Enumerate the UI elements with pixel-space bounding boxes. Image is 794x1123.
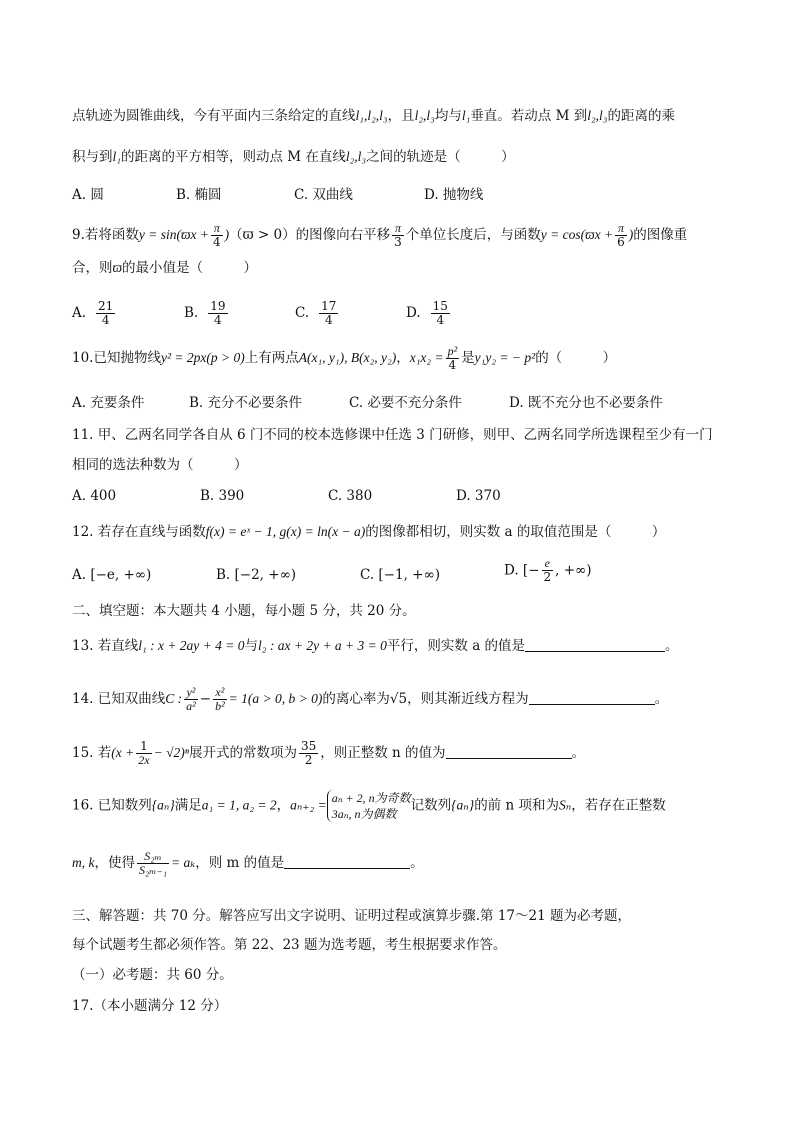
q11-option-a: A. 400 <box>72 488 117 504</box>
q14-answer-blank[interactable] <box>529 690 655 705</box>
q10-line1: 10.已知抛物线y² = 2px(p > 0)上有两点A(x₁, y₁), B(x₂, y₂)，x₁x₂ = $\frac{\text{p²}}{4}$ 是y₁y₂ = − p²的（ ） <box>72 344 617 372</box>
q15-answer-blank[interactable] <box>446 744 572 759</box>
q16-line1: 16. 已知数列{aₙ}满足a₁ = 1, a₂ = 2，aₙ₊₂ = aₙ + 2, n为奇数 3aₙ, n为偶数 记数列{aₙ}的前 n 项和为Sₙ，若存在正整数 <box>72 791 666 821</box>
q11-option-c: C. 380 <box>328 488 373 504</box>
q14-line: 14. 已知双曲线C : $\frac{\text{y²}}{\text{a²}}$ − $\frac{\text{x²}}{\text{b²}}$ = 1(a > 0, b > 0)的离心率为√5，则其渐近线方程为 。 <box>72 685 669 713</box>
part-1-heading: （一）必考题：共 60 分。 <box>72 967 233 983</box>
q9-frac-pi6: $\frac{\pi}{6}$ <box>617 221 625 249</box>
q11-option-b: B. 390 <box>200 488 245 504</box>
section-2-heading: 二、填空题：本大题共 4 小题，每小题 5 分，共 20 分。 <box>72 603 416 619</box>
q9-frac-pi3: $\frac{\pi}{3}$ <box>394 221 402 249</box>
q13-answer-blank[interactable] <box>525 637 665 652</box>
q16-piecewise: aₙ + 2, n为奇数 3aₙ, n为偶数 <box>327 790 411 822</box>
q8-line1: 点轨迹为圆锥曲线，今有平面内三条给定的直线l₁,l₂,l₃，且l₂,l₃均与l₁垂直。若动点 M 到l₂,l₃的距离的乘 <box>72 108 675 124</box>
q9-option-a: A. $\frac{21}{4}$ <box>72 299 114 327</box>
q12-line1: 12. 若存在直线与函数f(x) = eˣ − 1, g(x) = ln(x − a)的图像都相切，则实数 a 的取值范围是（ ） <box>72 524 666 540</box>
q15-line: 15. 若(x + $\frac{1}{2x}$ − √2)ⁿ展开式的常数项为 $\frac{35}{2}$ ，则正整数 n 的值为 。 <box>72 739 586 767</box>
q12-option-b: B. [−2, +∞) <box>216 567 297 583</box>
q8-option-d: D. 抛物线 <box>424 187 484 203</box>
q9-line2: 合，则ϖ的最小值是（ ） <box>72 260 258 276</box>
q12-option-c: C. [−1, +∞) <box>360 567 441 583</box>
q10-option-a: A. 充要条件 <box>72 395 145 411</box>
q8-option-a: A. 圆 <box>72 187 104 203</box>
q9-option-b: B. $\frac{19}{4}$ <box>184 299 226 327</box>
q10-frac: $\frac{\text{p²}}{4}$ <box>447 344 458 372</box>
q12-option-d: D. [− $\frac{e}{2}$ , +∞) <box>504 556 592 584</box>
q16-line2: m, k，使得 $\frac{\text{S₂ₘ}}{\text{S₂ₘ₋₁}}$ = aₖ，则 m 的值是 。 <box>72 849 424 877</box>
q12-options <box>72 557 732 591</box>
q8-option-c: C. 双曲线 <box>294 187 353 203</box>
q10-option-b: B. 充分不必要条件 <box>189 395 303 411</box>
q8-line2: 积与到l₁的距离的平方相等，则动点 M 在直线l₂,l₃之间的轨迹是（ ） <box>72 149 515 165</box>
q13-line: 13. 若直线l₁ : x + 2ay + 4 = 0与l₂ : ax + 2y + a + 3 = 0平行，则实数 a 的值是 。 <box>72 638 679 654</box>
q11-line2: 相同的选法种数为（ ） <box>72 457 248 473</box>
q11-line1: 11. 甲、乙两名同学各自从 6 门不同的校本选修课中任选 3 门研修，则甲、乙两名同学所选课程至少有一门 <box>72 427 713 443</box>
q16-answer-blank[interactable] <box>284 854 410 869</box>
q9-options <box>72 292 732 326</box>
section-3-heading-line2: 每个试题考生都必须作答。第 22、23 题为选考题，考生根据要求作答。 <box>72 937 507 953</box>
q9-frac-pi4: $\frac{\pi}{4}$ <box>213 221 221 249</box>
q9-option-c: C. $\frac{17}{4}$ <box>295 299 337 327</box>
section-3-heading-line1: 三、解答题：共 70 分。解答应写出文字说明、证明过程或演算步骤.第 17～21 题为必考题， <box>72 908 631 924</box>
q9-line1: 9.若将函数y = sin(ϖx + $\frac{\pi}{4}$ )（ϖ > 0）的图像向右平移 $\frac{\pi}{3}$ 个单位长度后，与函数y = cos(ϖx + $\frac{\pi}{6}$ )的图像重 <box>72 221 688 249</box>
q12-option-a: A. [−e, +∞) <box>72 567 152 583</box>
q11-option-d: D. 370 <box>456 488 501 504</box>
q8-option-b: B. 椭圆 <box>176 187 222 203</box>
q17-heading: 17.（本小题满分 12 分） <box>72 998 228 1014</box>
q10-option-d: D. 既不充分也不必要条件 <box>509 395 663 411</box>
q10-option-c: C. 必要不充分条件 <box>349 395 462 411</box>
q9-option-d: D. $\frac{15}{4}$ <box>406 299 448 327</box>
